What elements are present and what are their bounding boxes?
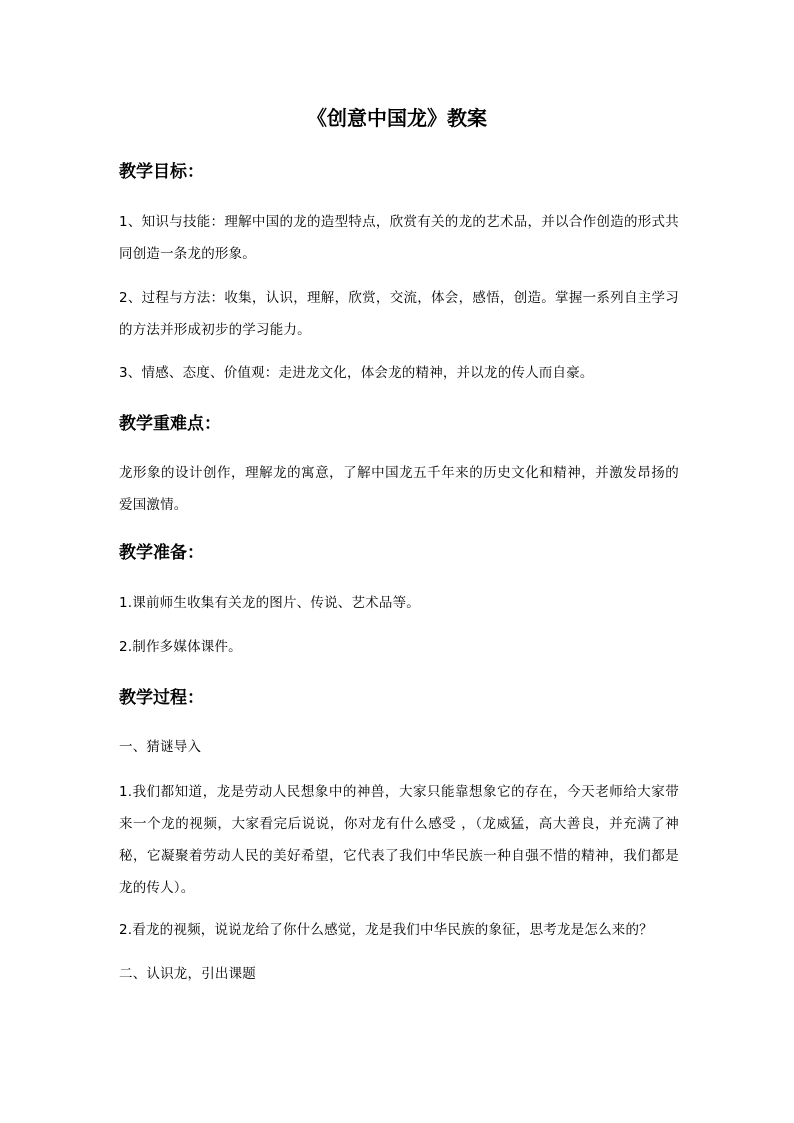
process-step-two-heading: 二、认识龙，引出课题 (119, 966, 256, 982)
section-heading-preparation: 教学准备： (119, 543, 204, 563)
preparation-paragraph-2: 2.制作多媒体课件。 (119, 639, 242, 655)
section-heading-key-points: 教学重难点： (119, 414, 221, 434)
objective-paragraph-1: 1、知识与技能：理解中国的龙的造型特点，欣赏有关的龙的艺术品，并以合作创造的形式共同创造一条龙的形象。 (119, 214, 679, 262)
section-heading-process: 教学过程： (119, 688, 204, 708)
objective-paragraph-2: 2、过程与方法：收集，认识，理解，欣赏，交流，体会，感悟，创造。掌握一系列自主学习的方法并形成初步的学习能力。 (119, 290, 679, 338)
document-title: 《创意中国龙》教案 (307, 106, 487, 130)
process-paragraph-1: 1.我们都知道，龙是劳动人民想象中的神兽，大家只能靠想象它的存在，今天老师给大家带来一个龙的视频，大家看完后说说，你对龙有什么感受 ，（龙威猛，高大善良，并充满了神秘，它凝聚着劳动人民的美好希望，它代表了我们中华民族一种自强不惜的精神，我们都是龙的传人）。 (119, 784, 679, 896)
process-paragraph-2: 2.看龙的视频，说说龙给了你什么感觉，龙是我们中华民族的象征，思考龙是怎么来的？ (119, 922, 653, 938)
key-points-paragraph: 龙形象的设计创作，理解龙的寓意，了解中国龙五千年来的历史文化和精神，并激发昂扬的爱国激情。 (119, 465, 679, 513)
section-heading-objectives: 教学目标： (119, 162, 204, 182)
preparation-paragraph-1: 1.课前师生收集有关龙的图片、传说、艺术品等。 (119, 595, 420, 611)
objective-paragraph-3: 3、情感、态度、价值观：走进龙文化，体会龙的精神，并以龙的传人而自豪。 (119, 365, 594, 381)
process-step-intro-heading: 一、猜谜导入 (119, 739, 202, 755)
